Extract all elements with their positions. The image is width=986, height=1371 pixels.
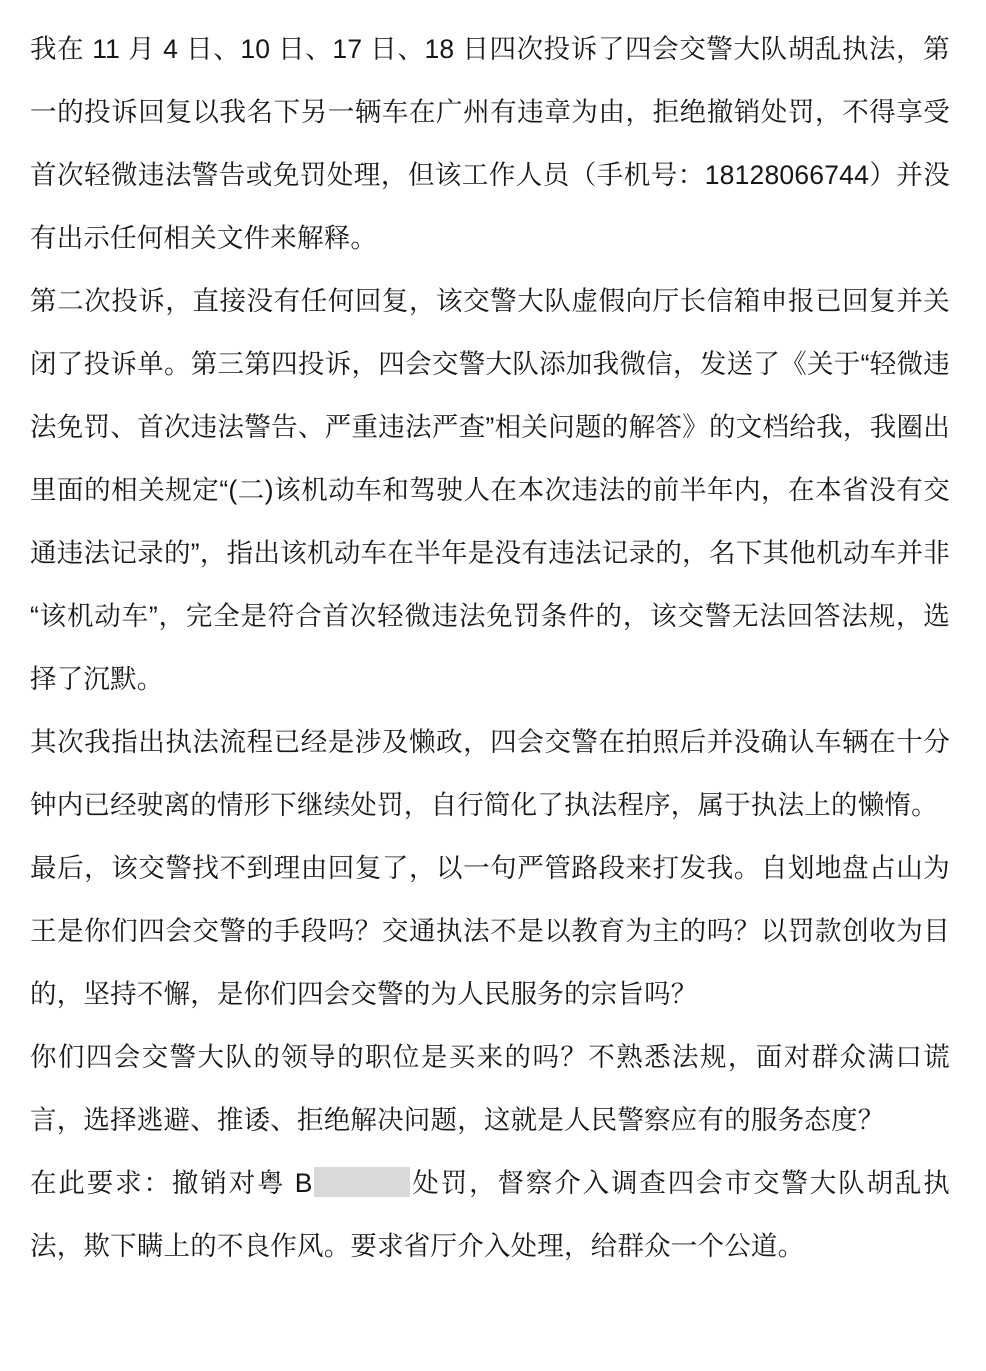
redaction-block — [313, 1152, 411, 1215]
paragraph-2: 第二次投诉，直接没有任何回复，该交警大队虚假向厅长信箱申报已回复并关闭了投诉单。第三第四投诉，四会交警大队添加我微信，发送了《关于“轻微违法免罚、首次违法警告、严重违法严查”相关问题的解答》的文档给我，我圈出里面的相关规定“(二)该机动车和驾驶人在本次违法的前半年内，在本省没有交通违法记录的”，指出该机动车在半年是没有违法记录的，名下其他机动车并非“该机动车”，完全是符合首次轻微违法免罚条件的，该交警无法回答法规，选择了沉默。 — [30, 286, 950, 694]
paragraph-6-demand — [30, 1152, 950, 1278]
paragraph-1: 我在 11 月 4 日、10 日、17 日、18 日四次投诉了四会交警大队胡乱执法，第一的投诉回复以我名下另一辆车在广州有违章为由，拒绝撤销处罚，不得享受首次轻微违法警告或免罚处理，但该工作人员（手机号：18128066744）并没有出示任何相关文件来解释。 — [30, 34, 950, 253]
paragraph-4: 最后，该交警找不到理由回复了，以一句严管路段来打发我。自划地盘占山为王是你们四会交警的手段吗？交通执法不是以教育为主的吗？以罚款创收为目的，坚持不懈，是你们四会交警的为人民服务的宗旨吗？ — [30, 853, 950, 1009]
paragraph-5: 你们四会交警大队的领导的职位是买来的吗？不熟悉法规，面对群众满口谎言，选择逃避、推诿、拒绝解决问题，这就是人民警察应有的服务态度？ — [30, 1042, 950, 1135]
demand-suffix: 处罚，督察介入调查四会市交警大队胡乱执法，欺下瞒上的不良作风。要求省厅介入处理，给群众一个公道。 — [30, 1168, 950, 1261]
paragraph-3: 其次我指出执法流程已经是涉及懒政，四会交警在拍照后并没确认车辆在十分钟内已经驶离的情形下继续处罚，自行简化了执法程序，属于执法上的懒惰。 — [30, 727, 950, 820]
demand-prefix: 在此要求：撤销对粤 B — [30, 1168, 313, 1198]
document-body — [30, 18, 950, 1278]
redacted-plate-number — [314, 1167, 410, 1197]
